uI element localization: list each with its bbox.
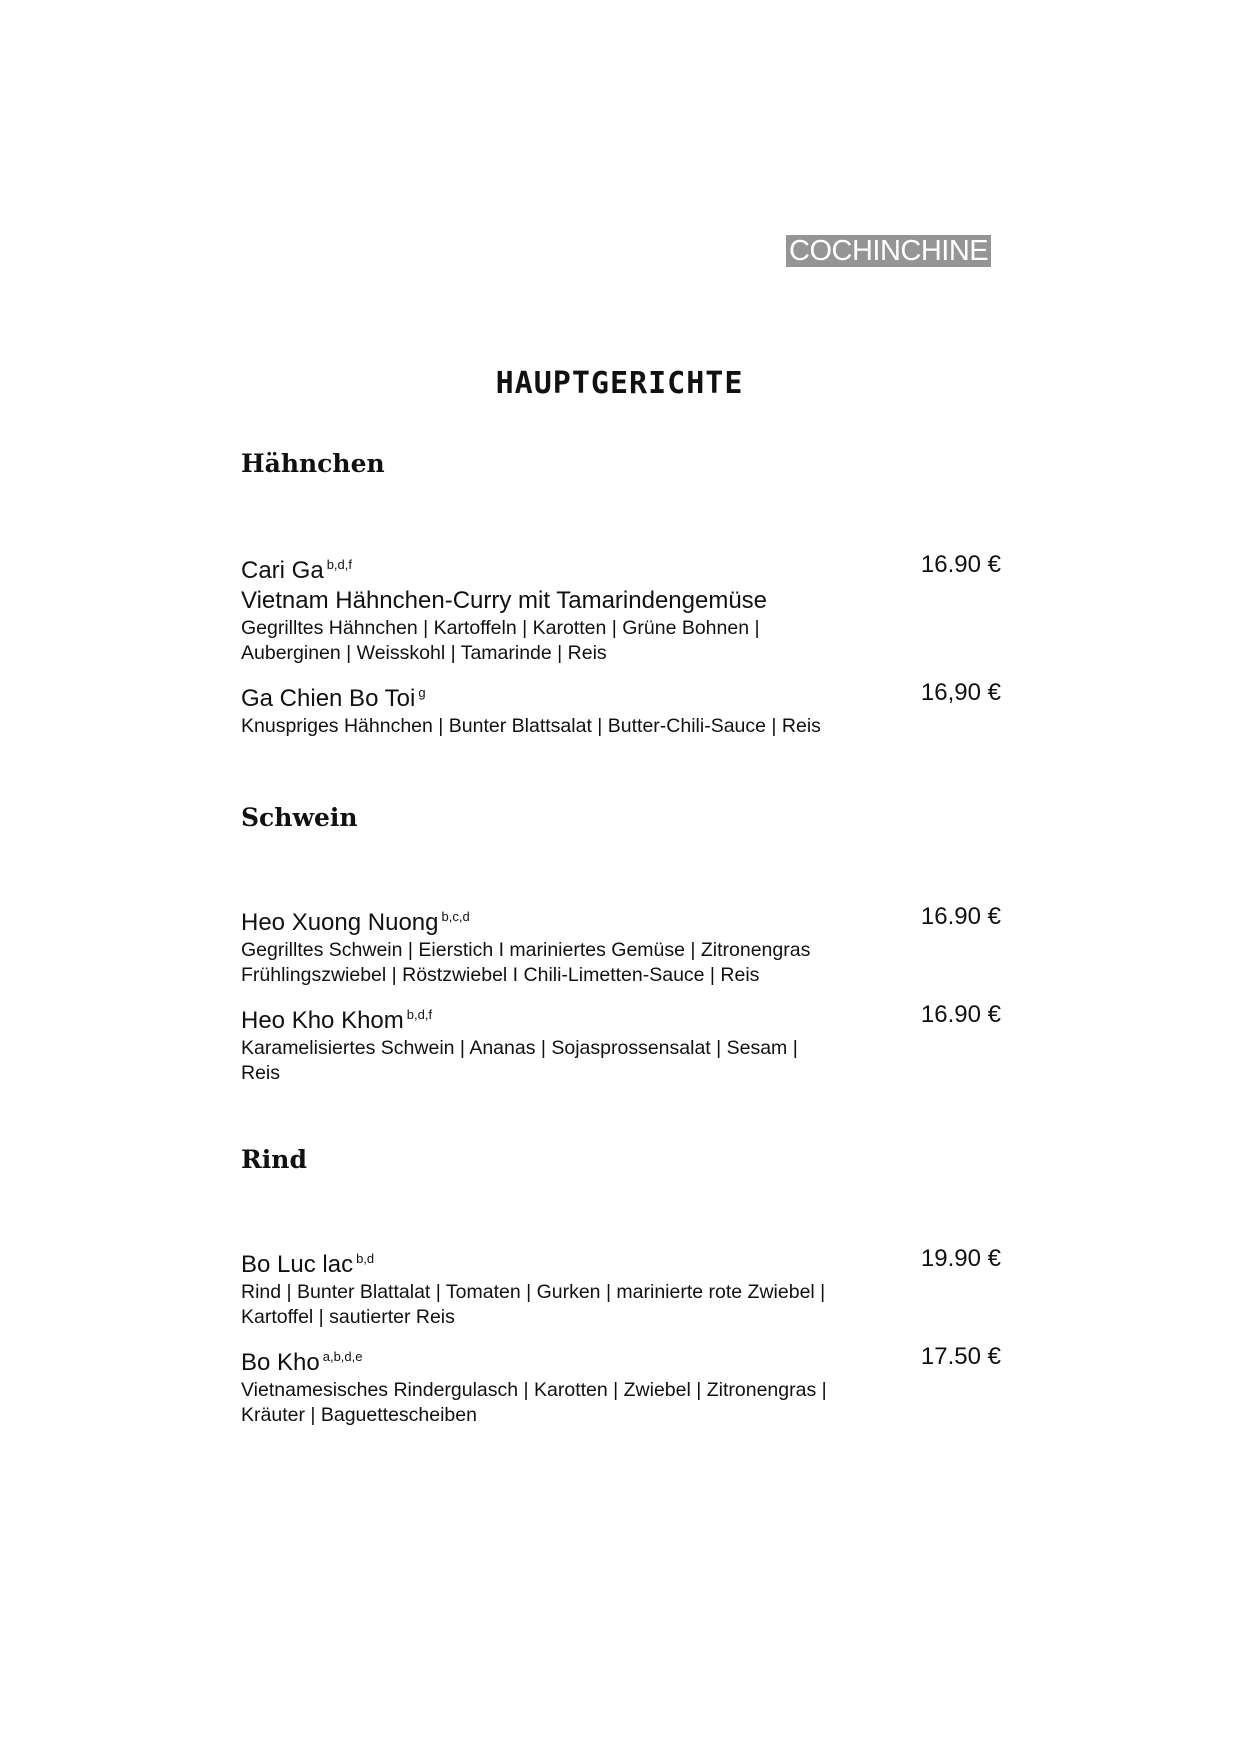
menu-item [241,550,1001,666]
dish-description: Knuspriges Hähnchen | Bunter Blattsalat | Butter-Chili-Sauce | Reis [241,715,821,737]
section-rind [241,1144,1001,1426]
dish-name: Heo Kho Khom $^{b,d,f}$ [241,1007,433,1034]
dish-price: 19.90 € [920,1245,1001,1272]
dish-price: 17.50 € [920,1343,1001,1370]
dish-name: Ga Chien Bo Toi $^g$ [241,685,426,712]
dish-description: Rind | Bunter Blattalat | Tomaten | Gurken | marinierte rote Zwiebel | Kartoffel | sautierter Reis [241,1281,826,1328]
dish-name: Bo Kho $^{a,b,d,e}$ [241,1349,363,1376]
allergen-codes: b,d,f [406,1007,433,1022]
section-schwein [241,802,1001,1084]
section-title: Hähnchen [241,449,385,478]
dish-price: 16,90 € [920,679,1001,706]
menu-item [241,678,1001,739]
allergen-codes: b,d,f [326,557,352,572]
dish-price: 16.90 € [920,903,1001,930]
dish-description: Karamelisiertes Schwein | Ananas | Sojasprossensalat | Sesam | Reis [241,1037,798,1084]
dish-description: Vietnamesisches Rindergulasch | Karotten | Zwiebel | Zitronengras | Kräuter | Baguettescheiben [241,1379,827,1426]
allergen-codes: b,d [356,1251,375,1266]
menu-item [241,1000,1001,1086]
dish-description: Gegrilltes Hähnchen | Kartoffeln | Karotten | Grüne Bohnen | Auberginen | Weisskohl | Tamarinde | Reis [241,617,760,664]
dish-subtitle: Vietnam Hähnchen-Curry mit Tamarindengemüse [241,587,768,614]
allergen-codes: b,c,d [441,909,470,924]
dish-description: Gegrilltes Schwein | Eierstich I mariniertes Gemüse | Zitronengras Frühlingszwiebel | Röstzwiebel I Chili-Limetten-Sauce | Reis [241,939,811,986]
menu-item [241,1244,1001,1330]
menu-item [241,902,1001,988]
section-title: Rind [241,1145,307,1174]
dish-price: 16.90 € [920,1001,1001,1028]
dish-name: Bo Luc lac $^{b,d}$ [241,1251,375,1278]
dish-name: Heo Xuong Nuong $^{b,c,d}$ [241,909,470,936]
section-title: Schwein [241,803,358,832]
dish-name: Cari Ga $^{b,d,f}$ [241,557,352,584]
dish-price: 16.90 € [920,551,1001,578]
section-haehnchen [241,448,1001,737]
brand-logo: COCHINCHINE [786,235,991,267]
menu-item [241,1342,1001,1428]
page-title: HAUPTGERICHTE [495,366,744,401]
allergen-codes: g [418,685,426,700]
allergen-codes: a,b,d,e [322,1349,363,1364]
